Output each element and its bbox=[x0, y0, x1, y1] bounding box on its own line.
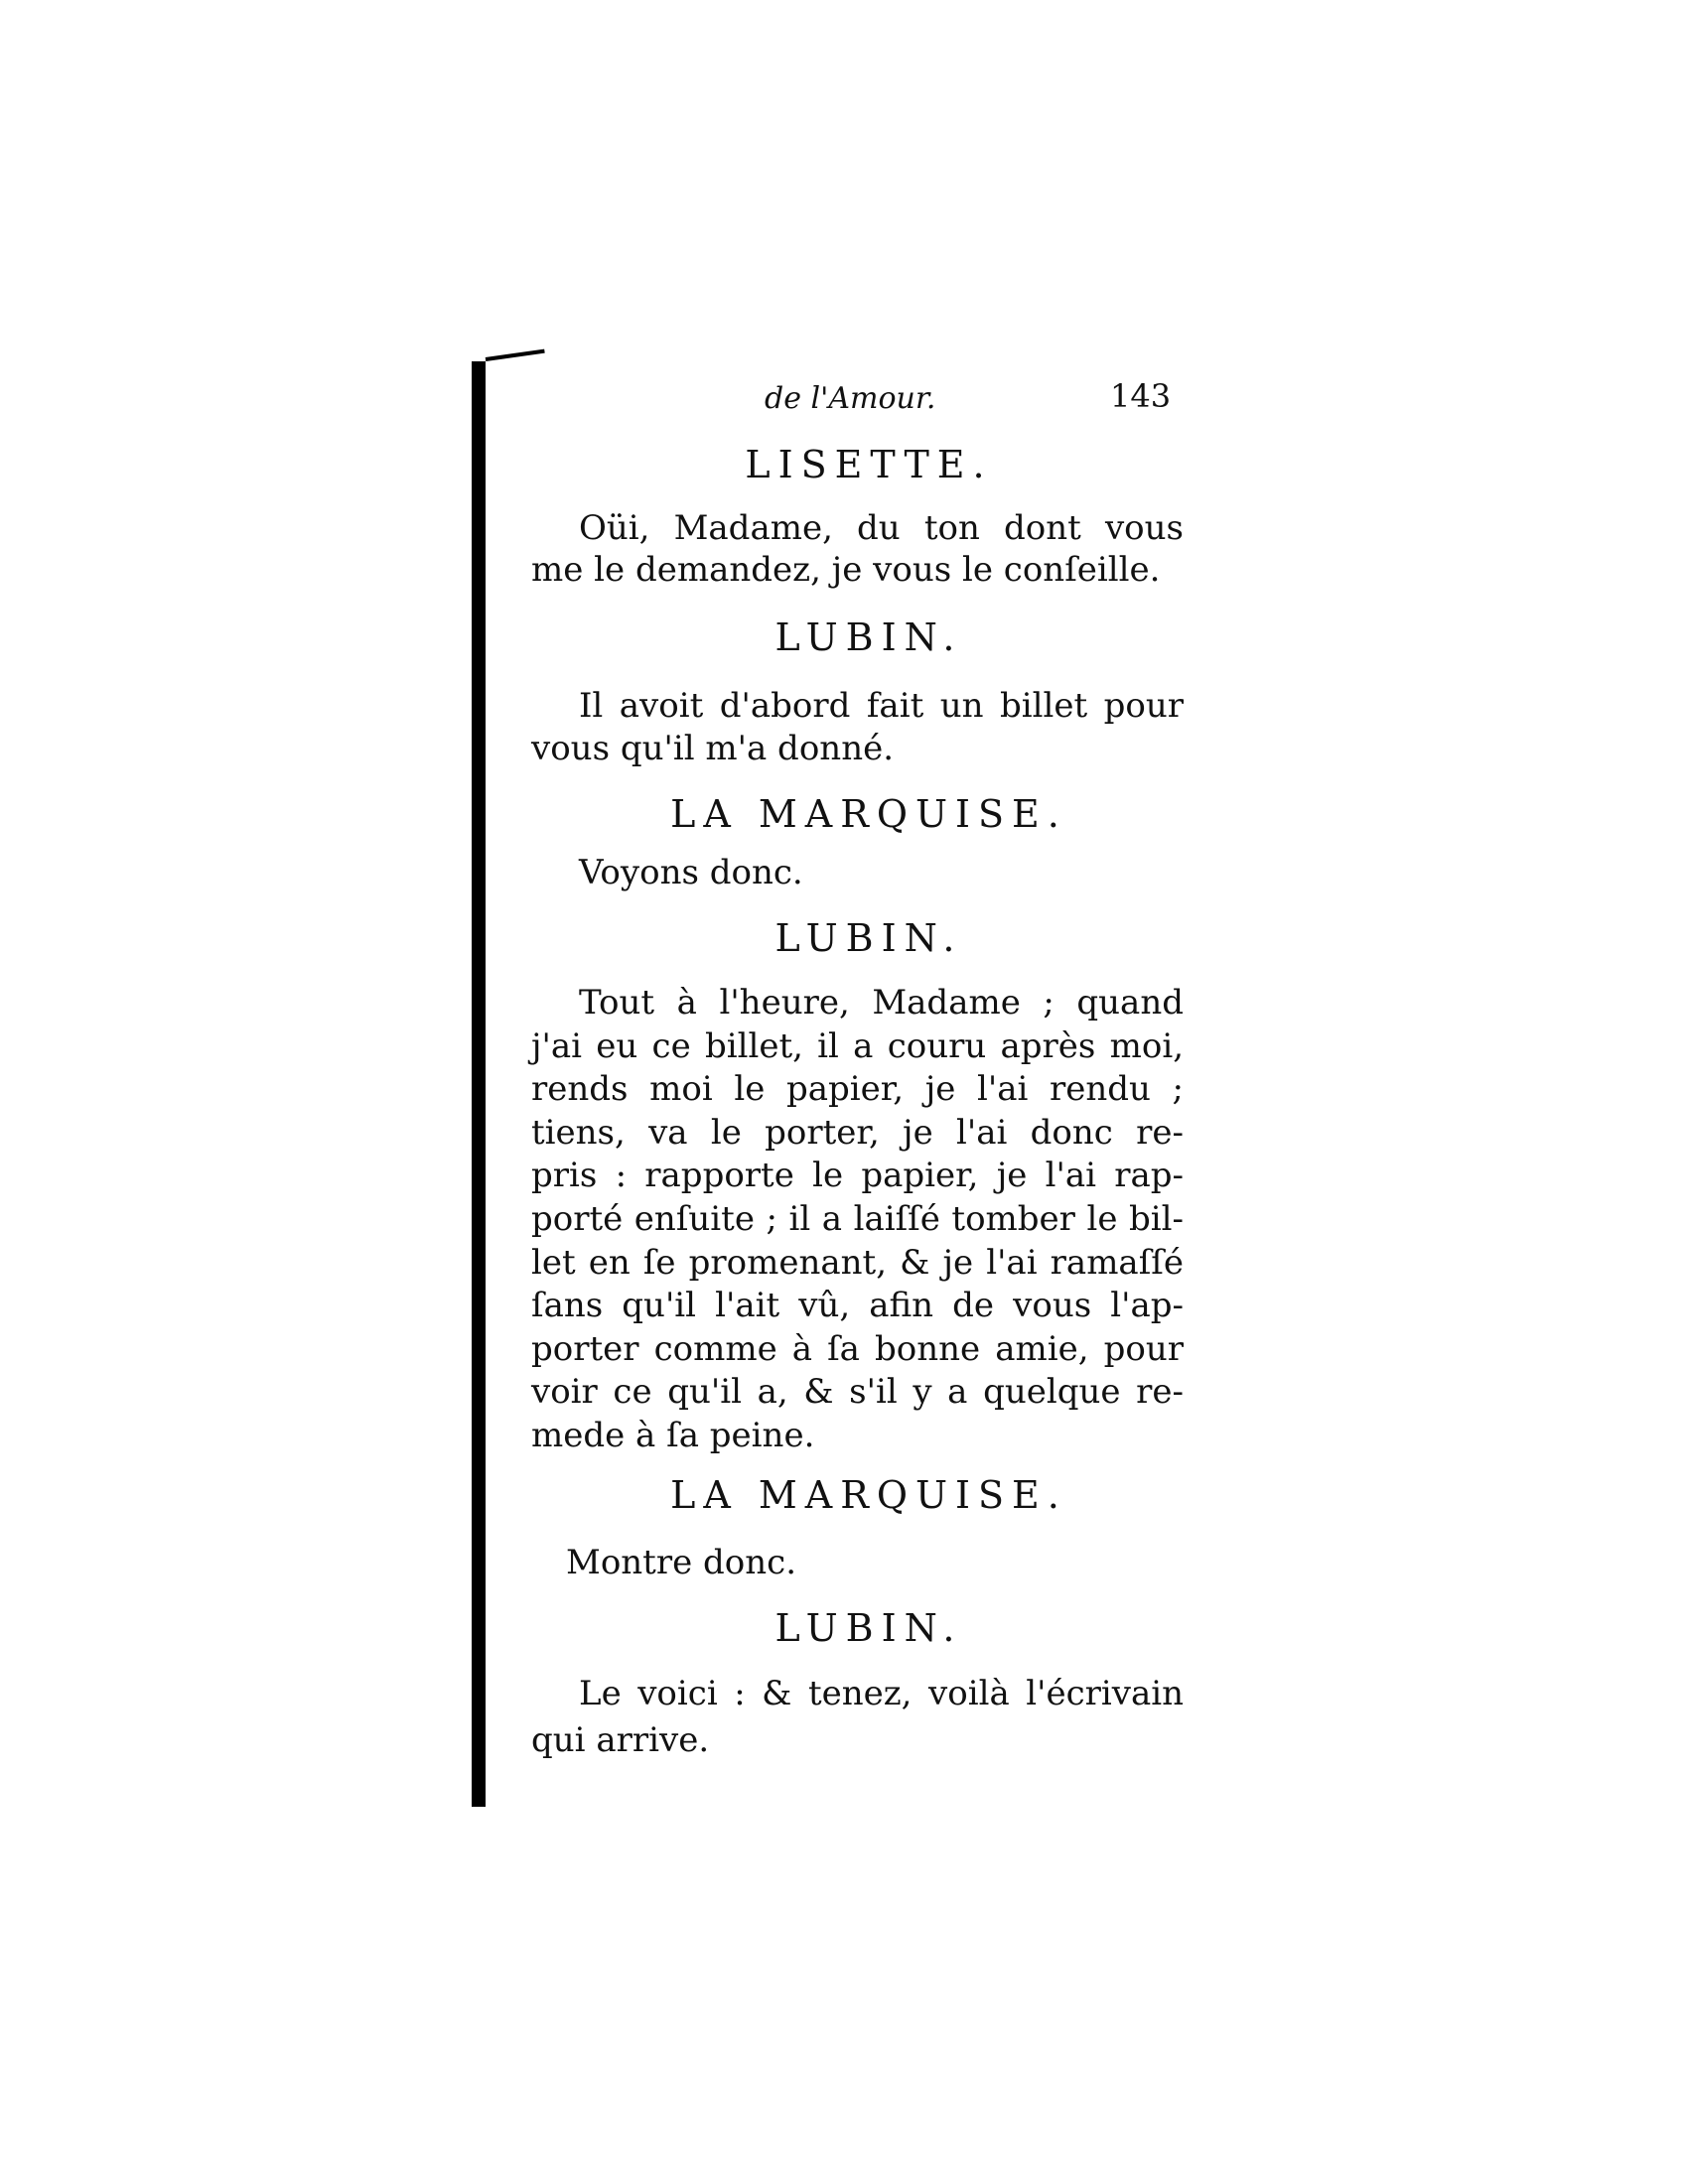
speaker-heading: LUBIN. bbox=[774, 916, 963, 960]
text-line: rends moi le papier, je l'ai rendu ; bbox=[531, 1069, 1184, 1109]
text-line: vous qu'il m'a donné. bbox=[531, 729, 895, 768]
speaker-heading: LISETTE. bbox=[745, 443, 993, 486]
page-number: 143 bbox=[1110, 377, 1172, 415]
binding-edge bbox=[472, 361, 486, 1807]
text-line: pris : rapporte le papier, je l'ai rap- bbox=[531, 1156, 1184, 1195]
speaker-heading: LA MARQUISE. bbox=[670, 1473, 1067, 1517]
speaker-heading: LUBIN. bbox=[774, 1606, 963, 1650]
text-line: Tout à l'heure, Madame ; quand bbox=[579, 983, 1184, 1023]
text-line: porter comme à ſa bonne amie, pour bbox=[531, 1329, 1184, 1369]
text-line: let en ſe promenant, & je l'ai ramaſſé bbox=[531, 1243, 1184, 1283]
running-title: de l'Amour. bbox=[765, 381, 936, 416]
speaker-heading: LUBIN. bbox=[774, 615, 963, 659]
text-line: Le voici : & tenez, voilà l'écrivain bbox=[579, 1674, 1184, 1713]
text-line: j'ai eu ce billet, il a couru après moi, bbox=[531, 1026, 1184, 1066]
text-line: voir ce qu'il a, & s'il y a quelque re- bbox=[531, 1372, 1184, 1412]
text-line: Il avoit d'abord fait un billet pour bbox=[579, 686, 1184, 726]
text-line: mede à ſa peine. bbox=[531, 1416, 815, 1455]
text-line: ſans qu'il l'ait vû, afin de vous l'ap- bbox=[531, 1286, 1184, 1325]
binding-mark bbox=[486, 349, 545, 361]
speaker-heading: LA MARQUISE. bbox=[670, 792, 1067, 836]
text-line: Montre donc. bbox=[566, 1543, 797, 1582]
text-line: Oüi, Madame, du ton dont vous bbox=[579, 508, 1184, 548]
text-line: porté enſuite ; il a laiſſé tomber le bil- bbox=[531, 1199, 1184, 1239]
text-line: Voyons donc. bbox=[579, 853, 803, 892]
text-line: tiens, va le porter, je l'ai donc re- bbox=[531, 1113, 1184, 1153]
text-line: me le demandez, je vous le conſeille. bbox=[531, 550, 1161, 590]
text-line: qui arrive. bbox=[531, 1720, 710, 1760]
